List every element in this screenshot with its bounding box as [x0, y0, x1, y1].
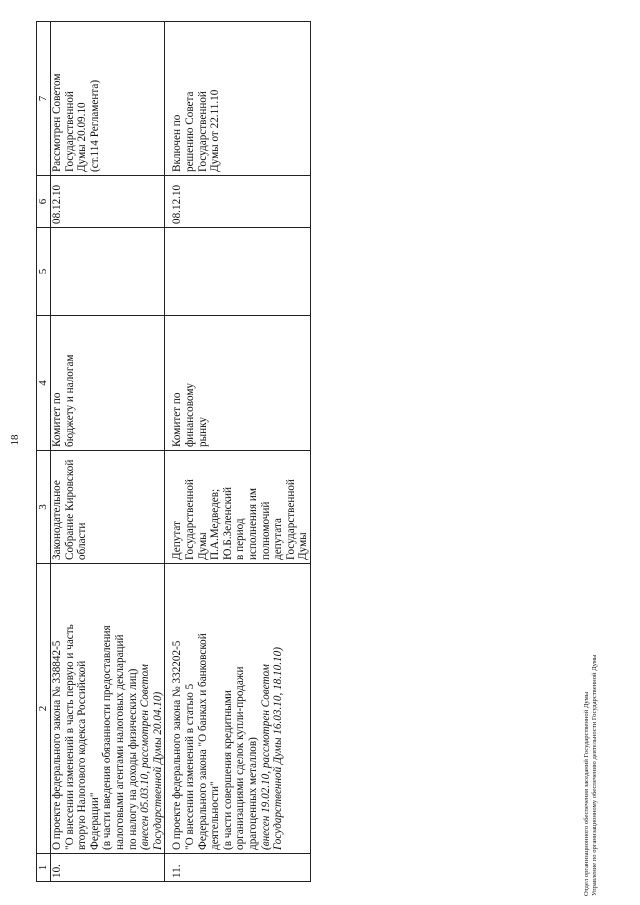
header-col-5: 5 — [37, 228, 51, 316]
table-row — [51, 22, 165, 882]
status-line: Думы 20.09.10 — [76, 102, 89, 172]
status-cell — [165, 22, 311, 176]
status-line: Рассмотрен Советом — [51, 73, 63, 172]
header-col-4: 4 — [37, 316, 51, 451]
bill-line: налоговыми агентами налоговых деклараций — [113, 634, 126, 850]
bill-line: вторую Налогового кодекса Российской — [76, 660, 89, 850]
bill-line: драгоценных металлов) — [246, 737, 259, 850]
author-line: Думы — [297, 532, 310, 560]
status-line: Включен по — [171, 114, 184, 172]
page-number: 18 — [9, 434, 21, 446]
committee-line: финансовому — [183, 383, 196, 447]
author-line: области — [76, 522, 89, 560]
header-col-3: 3 — [37, 451, 51, 564]
bill-line: организациями сделок купли-продажи — [234, 666, 247, 850]
author-line: Государственной — [284, 479, 297, 560]
bill-line: "О внесении изменений в статью 5 — [183, 683, 196, 850]
header-col-6: 6 — [37, 176, 51, 228]
agenda-table — [36, 21, 311, 882]
table-row — [165, 22, 311, 882]
author-line: полномочий — [259, 501, 272, 560]
row-number: 11. — [165, 854, 311, 882]
committee-line: рынку — [196, 417, 209, 447]
committee — [165, 316, 311, 451]
author-line: Думы — [196, 532, 209, 560]
bill-line: по налогу на доходы физических лиц) — [126, 668, 139, 850]
header-col-1: 1 — [37, 854, 51, 882]
col5-cell — [51, 228, 165, 316]
header-col-2: 2 — [37, 564, 51, 854]
header-col-7: 7 — [37, 22, 51, 176]
status-line: (ст.114 Регламента) — [88, 79, 101, 172]
row-number: 10. — [51, 854, 165, 882]
author-line: исполнения им — [246, 488, 259, 560]
status-line: Государственной — [196, 91, 209, 172]
footer-line: Управление по организационному обеспечению деятельности Государственной Думы — [591, 654, 599, 896]
bill-line: "О внесении изменений в часть первую и часть — [63, 624, 76, 850]
bill-description — [165, 564, 311, 854]
footer-line: Отдел организационного обеспечения заседаний Государственной Думы — [583, 691, 590, 896]
author-line: Государственной — [183, 479, 196, 560]
committee-line: бюджету и налогам — [63, 354, 76, 447]
author-line: Законодательное — [51, 480, 63, 560]
bill-note: (внесен 19.02.10, рассмотрен Советом — [259, 664, 272, 850]
bill-line: (в части введения обязанности предоставления — [101, 625, 114, 850]
author-line: П.А.Медведев; — [209, 488, 222, 560]
bill-line: (в части совершения кредитными — [221, 690, 234, 850]
status-line: Государственной — [63, 91, 76, 172]
col5-cell — [165, 228, 311, 316]
bill-line: деятельности" — [209, 781, 222, 850]
status-line: решению Совета — [183, 91, 196, 172]
header-row — [37, 22, 51, 882]
committee-line: Комитет по — [171, 392, 184, 447]
bill-description — [51, 564, 165, 854]
bill-line: Федерации" — [88, 792, 101, 850]
bill-note: (внесен 05.03.10, рассмотрен Советом — [139, 664, 152, 850]
author-line: в период — [234, 518, 247, 560]
footer — [583, 655, 599, 897]
author-line: Собрание Кировской — [63, 459, 76, 560]
author-line: Ю.Б.Зеленский — [221, 487, 234, 560]
bill-author — [165, 451, 311, 564]
bill-line: О проекте федерального закона № 338842-5 — [51, 640, 63, 850]
author-line: Депутат — [171, 521, 184, 560]
bill-line: Федерального закона "О банках и банковской — [196, 633, 209, 850]
bill-note: Государственной Думы 20.04.10) — [151, 691, 164, 850]
status-line: Думы от 22.11.10 — [209, 89, 222, 172]
author-line: депутата — [272, 518, 285, 560]
date-cell: 08.12.10 — [51, 176, 165, 228]
bill-note: Государственной Думы 16.03.10, 18.10.10) — [272, 647, 285, 850]
date-cell: 08.12.10 — [165, 176, 311, 228]
bill-line: О проекте федерального закона № 332202-5 — [171, 640, 184, 850]
committee-line: Комитет по — [51, 392, 63, 447]
committee — [51, 316, 165, 451]
agenda-table-container — [36, 22, 621, 882]
bill-author — [51, 451, 165, 564]
status-cell — [51, 22, 165, 176]
